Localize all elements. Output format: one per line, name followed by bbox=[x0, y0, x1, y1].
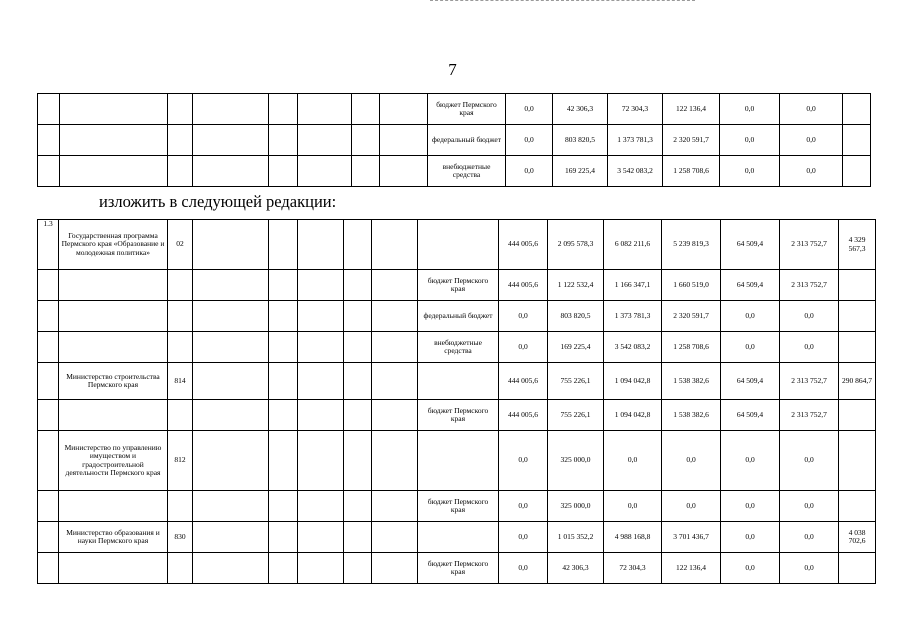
amount-cell: 0,0 bbox=[720, 94, 780, 125]
empty-cell bbox=[269, 125, 298, 156]
table-row bbox=[38, 156, 871, 187]
row-number-cell bbox=[38, 553, 59, 584]
empty-cell bbox=[298, 270, 344, 301]
empty-cell bbox=[298, 125, 352, 156]
amount-cell: 2 313 752,7 bbox=[780, 270, 839, 301]
empty-cell bbox=[344, 491, 372, 522]
amount-cell bbox=[839, 553, 876, 584]
amount-cell bbox=[839, 270, 876, 301]
amount-cell: 755 226,1 bbox=[548, 400, 604, 431]
amount-cell: 444 005,6 bbox=[499, 400, 548, 431]
amount-cell: 2 320 591,7 bbox=[662, 301, 721, 332]
table-row bbox=[38, 363, 876, 400]
empty-cell bbox=[269, 156, 298, 187]
row-name-cell bbox=[59, 553, 168, 584]
amount-cell: 72 304,3 bbox=[608, 94, 663, 125]
empty-cell bbox=[298, 332, 344, 363]
empty-cell bbox=[344, 431, 372, 491]
funding-source-cell bbox=[418, 363, 499, 400]
empty-cell bbox=[298, 220, 344, 270]
amount-cell: 1 094 042,8 bbox=[604, 363, 662, 400]
amount-cell: 0,0 bbox=[506, 156, 553, 187]
amount-cell: 4 038 702,6 bbox=[839, 522, 876, 553]
row-number-cell bbox=[38, 431, 59, 491]
amount-cell: 0,0 bbox=[604, 491, 662, 522]
amount-cell: 0,0 bbox=[499, 491, 548, 522]
amount-cell: 3 542 083,2 bbox=[604, 332, 662, 363]
table-row bbox=[38, 491, 876, 522]
amount-cell: 4 988 168,8 bbox=[604, 522, 662, 553]
empty-cell bbox=[193, 125, 269, 156]
row-code-cell bbox=[168, 270, 193, 301]
amount-cell: 0,0 bbox=[780, 156, 843, 187]
amount-cell: 2 313 752,7 bbox=[780, 220, 839, 270]
row-number-cell bbox=[38, 270, 59, 301]
amount-cell: 0,0 bbox=[721, 431, 780, 491]
amount-cell: 0,0 bbox=[506, 94, 553, 125]
amount-cell: 0,0 bbox=[780, 431, 839, 491]
amount-cell: 444 005,6 bbox=[499, 270, 548, 301]
amount-cell: 72 304,3 bbox=[604, 553, 662, 584]
row-name-cell: Министерство строительства Пермского края bbox=[59, 363, 168, 400]
amount-cell: 122 136,4 bbox=[662, 553, 721, 584]
amount-cell bbox=[839, 431, 876, 491]
amount-cell: 803 820,5 bbox=[553, 125, 608, 156]
amount-cell: 2 320 591,7 bbox=[663, 125, 720, 156]
amount-cell: 1 373 781,3 bbox=[608, 125, 663, 156]
row-name-cell: Министерство по управлению имуществом и градостроительной деятельности Пермского края bbox=[59, 431, 168, 491]
amount-cell: 169 225,4 bbox=[548, 332, 604, 363]
table-row bbox=[38, 332, 876, 363]
amount-cell: 64 509,4 bbox=[721, 400, 780, 431]
amount-cell: 64 509,4 bbox=[721, 363, 780, 400]
empty-cell bbox=[344, 400, 372, 431]
empty-cell bbox=[344, 363, 372, 400]
table-row bbox=[38, 553, 876, 584]
row-code-cell: 02 bbox=[168, 220, 193, 270]
amount-cell: 0,0 bbox=[499, 301, 548, 332]
empty-cell bbox=[269, 553, 298, 584]
empty-cell bbox=[298, 553, 344, 584]
amount-cell: 1 538 382,6 bbox=[662, 363, 721, 400]
empty-cell bbox=[269, 94, 298, 125]
amount-cell: 1 166 347,1 bbox=[604, 270, 662, 301]
amount-cell bbox=[839, 301, 876, 332]
row-name-cell bbox=[59, 491, 168, 522]
row-number-cell: 1.3 bbox=[38, 220, 59, 270]
amount-cell: 5 239 819,3 bbox=[662, 220, 721, 270]
empty-cell bbox=[298, 363, 344, 400]
amount-cell: 325 000,0 bbox=[548, 491, 604, 522]
table-row bbox=[38, 94, 871, 125]
amount-cell: 1 373 781,3 bbox=[604, 301, 662, 332]
row-number-cell bbox=[38, 125, 60, 156]
row-name-cell bbox=[60, 125, 168, 156]
amount-cell: 1 015 352,2 bbox=[548, 522, 604, 553]
row-code-cell bbox=[168, 400, 193, 431]
amount-cell bbox=[843, 94, 871, 125]
row-number-cell bbox=[38, 332, 59, 363]
funding-source-cell: бюджет Пермского края bbox=[418, 270, 499, 301]
amount-cell: 0,0 bbox=[506, 125, 553, 156]
scan-artifact bbox=[430, 0, 695, 3]
funding-source-cell: внебюджетные средства bbox=[418, 332, 499, 363]
funding-source-cell: федеральный бюджет bbox=[418, 301, 499, 332]
empty-cell bbox=[352, 94, 380, 125]
amount-cell: 1 258 708,6 bbox=[663, 156, 720, 187]
empty-cell bbox=[372, 363, 418, 400]
amount-cell: 0,0 bbox=[780, 94, 843, 125]
row-code-cell bbox=[168, 125, 193, 156]
amount-cell: 2 095 578,3 bbox=[548, 220, 604, 270]
amount-cell: 755 226,1 bbox=[548, 363, 604, 400]
row-code-cell bbox=[168, 553, 193, 584]
amount-cell: 0,0 bbox=[662, 431, 721, 491]
empty-cell bbox=[269, 301, 298, 332]
table-row bbox=[38, 301, 876, 332]
funding-source-cell: бюджет Пермского края bbox=[428, 94, 506, 125]
empty-cell bbox=[380, 94, 428, 125]
empty-cell bbox=[372, 491, 418, 522]
row-number-cell bbox=[38, 301, 59, 332]
table-row bbox=[38, 220, 876, 270]
empty-cell bbox=[372, 431, 418, 491]
page-number: 7 bbox=[448, 60, 457, 79]
row-code-cell bbox=[168, 491, 193, 522]
empty-cell bbox=[298, 94, 352, 125]
amount-cell: 0,0 bbox=[780, 553, 839, 584]
funding-source-cell: бюджет Пермского края bbox=[418, 400, 499, 431]
table-row bbox=[38, 270, 876, 301]
empty-cell bbox=[298, 400, 344, 431]
row-code-cell: 812 bbox=[168, 431, 193, 491]
funding-source-cell: федеральный бюджет bbox=[428, 125, 506, 156]
amount-cell: 0,0 bbox=[721, 553, 780, 584]
empty-cell bbox=[352, 125, 380, 156]
amount-cell: 0,0 bbox=[721, 332, 780, 363]
amount-cell bbox=[843, 125, 871, 156]
funding-source-cell: бюджет Пермского края bbox=[418, 491, 499, 522]
empty-cell bbox=[372, 220, 418, 270]
empty-cell bbox=[193, 491, 269, 522]
empty-cell bbox=[193, 363, 269, 400]
row-name-cell bbox=[60, 94, 168, 125]
empty-cell bbox=[344, 553, 372, 584]
amount-cell: 1 660 519,0 bbox=[662, 270, 721, 301]
empty-cell bbox=[372, 301, 418, 332]
empty-cell bbox=[372, 522, 418, 553]
empty-cell bbox=[344, 270, 372, 301]
row-number-cell bbox=[38, 94, 60, 125]
amount-cell: 64 509,4 bbox=[721, 220, 780, 270]
amount-cell: 0,0 bbox=[662, 491, 721, 522]
amount-cell: 42 306,3 bbox=[553, 94, 608, 125]
empty-cell bbox=[298, 431, 344, 491]
row-code-cell bbox=[168, 301, 193, 332]
empty-cell bbox=[269, 491, 298, 522]
row-number-cell bbox=[38, 400, 59, 431]
amount-cell: 0,0 bbox=[780, 301, 839, 332]
amount-cell: 0,0 bbox=[721, 491, 780, 522]
amount-cell: 0,0 bbox=[499, 553, 548, 584]
top-budget-table bbox=[37, 93, 871, 187]
amount-cell: 803 820,5 bbox=[548, 301, 604, 332]
amount-cell: 64 509,4 bbox=[721, 270, 780, 301]
amount-cell: 2 313 752,7 bbox=[780, 400, 839, 431]
row-name-cell: Министерство образования и науки Пермского края bbox=[59, 522, 168, 553]
amount-cell: 0,0 bbox=[499, 332, 548, 363]
table-row bbox=[38, 125, 871, 156]
amount-cell: 1 122 532,4 bbox=[548, 270, 604, 301]
empty-cell bbox=[193, 270, 269, 301]
amount-cell: 325 000,0 bbox=[548, 431, 604, 491]
amount-cell: 0,0 bbox=[721, 301, 780, 332]
row-code-cell bbox=[168, 94, 193, 125]
amount-cell: 0,0 bbox=[720, 125, 780, 156]
empty-cell bbox=[269, 332, 298, 363]
empty-cell bbox=[269, 220, 298, 270]
empty-cell bbox=[269, 363, 298, 400]
table-row bbox=[38, 400, 876, 431]
amount-cell: 42 306,3 bbox=[548, 553, 604, 584]
funding-source-cell bbox=[418, 522, 499, 553]
empty-cell bbox=[269, 270, 298, 301]
row-code-cell: 814 bbox=[168, 363, 193, 400]
empty-cell bbox=[344, 522, 372, 553]
amount-cell: 2 313 752,7 bbox=[780, 363, 839, 400]
amount-cell bbox=[843, 156, 871, 187]
amount-cell: 0,0 bbox=[721, 522, 780, 553]
amount-cell: 1 258 708,6 bbox=[662, 332, 721, 363]
row-name-cell bbox=[59, 400, 168, 431]
funding-source-cell: бюджет Пермского края bbox=[418, 553, 499, 584]
amount-cell: 6 082 211,6 bbox=[604, 220, 662, 270]
empty-cell bbox=[372, 332, 418, 363]
amount-cell: 1 094 042,8 bbox=[604, 400, 662, 431]
empty-cell bbox=[372, 270, 418, 301]
empty-cell bbox=[193, 522, 269, 553]
empty-cell bbox=[193, 400, 269, 431]
amount-cell: 0,0 bbox=[720, 156, 780, 187]
amount-cell: 169 225,4 bbox=[553, 156, 608, 187]
empty-cell bbox=[193, 553, 269, 584]
program-budget-table bbox=[37, 219, 876, 584]
amount-cell: 0,0 bbox=[780, 522, 839, 553]
empty-cell bbox=[380, 125, 428, 156]
amount-cell: 0,0 bbox=[780, 332, 839, 363]
row-name-cell bbox=[59, 270, 168, 301]
empty-cell bbox=[193, 220, 269, 270]
empty-cell bbox=[298, 301, 344, 332]
funding-source-cell bbox=[418, 431, 499, 491]
empty-cell bbox=[269, 400, 298, 431]
amount-cell: 1 538 382,6 bbox=[662, 400, 721, 431]
empty-cell bbox=[352, 156, 380, 187]
funding-source-cell: внебюджетные средства bbox=[428, 156, 506, 187]
row-number-cell bbox=[38, 363, 59, 400]
row-name-cell bbox=[59, 332, 168, 363]
empty-cell bbox=[193, 332, 269, 363]
row-code-cell bbox=[168, 332, 193, 363]
row-name-cell bbox=[60, 156, 168, 187]
empty-cell bbox=[372, 553, 418, 584]
table-row bbox=[38, 522, 876, 553]
amount-cell: 0,0 bbox=[604, 431, 662, 491]
empty-cell bbox=[380, 156, 428, 187]
amount-cell: 122 136,4 bbox=[663, 94, 720, 125]
amount-cell: 0,0 bbox=[780, 125, 843, 156]
row-number-cell bbox=[38, 491, 59, 522]
row-number-cell bbox=[38, 522, 59, 553]
amount-cell: 4 329 567,3 bbox=[839, 220, 876, 270]
amount-cell bbox=[839, 332, 876, 363]
empty-cell bbox=[269, 522, 298, 553]
empty-cell bbox=[193, 156, 269, 187]
section-heading: изложить в следующей редакции: bbox=[99, 192, 337, 211]
amount-cell: 444 005,6 bbox=[499, 363, 548, 400]
amount-cell: 444 005,6 bbox=[499, 220, 548, 270]
amount-cell: 3 701 436,7 bbox=[662, 522, 721, 553]
empty-cell bbox=[298, 156, 352, 187]
empty-cell bbox=[344, 332, 372, 363]
empty-cell bbox=[372, 400, 418, 431]
row-code-cell: 830 bbox=[168, 522, 193, 553]
empty-cell bbox=[193, 431, 269, 491]
amount-cell bbox=[839, 400, 876, 431]
amount-cell: 3 542 083,2 bbox=[608, 156, 663, 187]
empty-cell bbox=[193, 301, 269, 332]
row-number-cell bbox=[38, 156, 60, 187]
amount-cell: 0,0 bbox=[499, 431, 548, 491]
empty-cell bbox=[193, 94, 269, 125]
row-name-cell: Государственная программа Пермского края «Образование и молодежная политика» bbox=[59, 220, 168, 270]
empty-cell bbox=[269, 431, 298, 491]
empty-cell bbox=[298, 491, 344, 522]
empty-cell bbox=[344, 220, 372, 270]
funding-source-cell bbox=[418, 220, 499, 270]
amount-cell: 0,0 bbox=[499, 522, 548, 553]
amount-cell: 290 864,7 bbox=[839, 363, 876, 400]
row-name-cell bbox=[59, 301, 168, 332]
amount-cell bbox=[839, 491, 876, 522]
table-row bbox=[38, 431, 876, 491]
empty-cell bbox=[298, 522, 344, 553]
amount-cell: 0,0 bbox=[780, 491, 839, 522]
empty-cell bbox=[344, 301, 372, 332]
row-code-cell bbox=[168, 156, 193, 187]
